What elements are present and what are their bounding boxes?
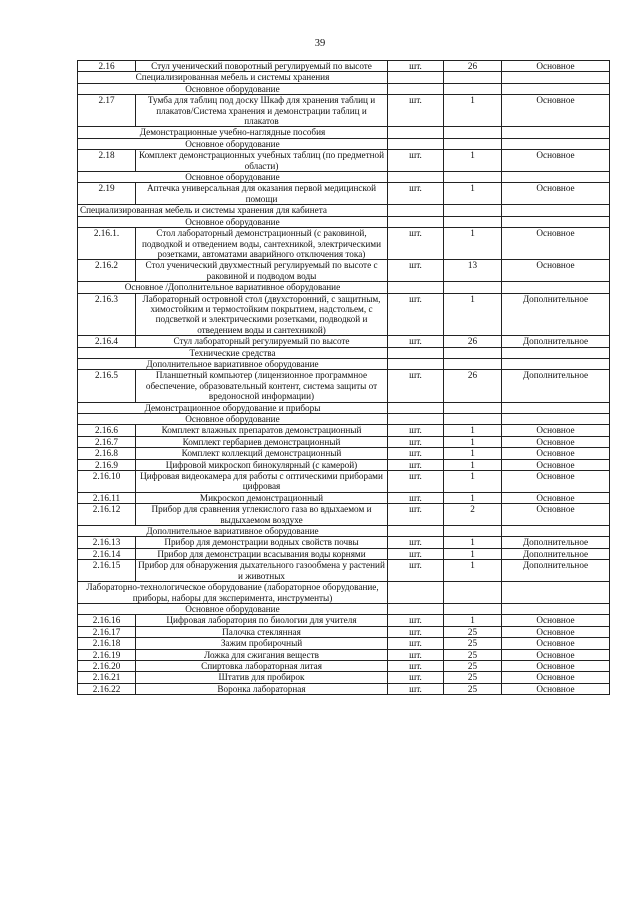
category-cell: Основное — [502, 150, 610, 172]
section-header-row — [78, 358, 610, 369]
item-number-cell: 2.19 — [78, 183, 136, 205]
unit-cell: шт. — [388, 638, 444, 649]
unit-cell: шт. — [388, 61, 444, 72]
table-row — [78, 336, 610, 347]
empty-cell — [502, 347, 610, 358]
equipment-table — [77, 60, 610, 695]
item-number-cell: 2.16.10 — [78, 471, 136, 493]
empty-cell — [502, 172, 610, 183]
empty-cell — [388, 603, 444, 614]
empty-cell — [388, 582, 444, 604]
item-name-cell: Тумба для таблиц под доску Шкаф для хранения таблиц и плакатов/Система хранения и демонстрации таблиц и плакатов — [136, 95, 388, 127]
unit-cell: шт. — [388, 548, 444, 559]
item-name-cell: Стул ученический поворотный регулируемый по высоте — [136, 61, 388, 72]
category-cell: Дополнительное — [502, 537, 610, 548]
item-name-cell: Комплект гербариев демонстрационный — [136, 436, 388, 447]
quantity-cell: 1 — [444, 425, 502, 436]
unit-cell: шт. — [388, 150, 444, 172]
item-number-cell: 2.16.5 — [78, 370, 136, 402]
section-header-cell: Специализированная мебель и системы хранения — [78, 72, 388, 83]
item-number-cell: 2.18 — [78, 150, 136, 172]
item-name-cell: Зажим пробирочный — [136, 638, 388, 649]
item-number-cell: 2.16.13 — [78, 537, 136, 548]
category-cell: Дополнительное — [502, 293, 610, 336]
section-header-cell: Демонстрационное оборудование и приборы — [78, 402, 388, 413]
quantity-cell: 1 — [444, 537, 502, 548]
unit-cell: шт. — [388, 492, 444, 503]
item-number-cell: 2.16.7 — [78, 436, 136, 447]
table-row — [78, 548, 610, 559]
unit-cell: шт. — [388, 260, 444, 282]
empty-cell — [388, 172, 444, 183]
table-row — [78, 471, 610, 493]
table-row — [78, 228, 610, 260]
empty-cell — [444, 138, 502, 149]
category-cell: Основное — [502, 260, 610, 282]
item-name-cell: Стол ученический двухместный регулируемый по высоте с раковиной и подводом воды — [136, 260, 388, 282]
item-name-cell: Стул лабораторный регулируемый по высоте — [136, 336, 388, 347]
empty-cell — [388, 83, 444, 94]
category-cell: Основное — [502, 471, 610, 493]
empty-cell — [502, 216, 610, 227]
table-row — [78, 448, 610, 459]
category-cell: Дополнительное — [502, 336, 610, 347]
table-row — [78, 492, 610, 503]
quantity-cell: 25 — [444, 638, 502, 649]
table-row — [78, 436, 610, 447]
section-header-cell: Специализированная мебель и системы хранения для кабинета — [78, 205, 388, 216]
unit-cell: шт. — [388, 626, 444, 637]
quantity-cell: 1 — [444, 228, 502, 260]
category-cell: Основное — [502, 61, 610, 72]
quantity-cell: 25 — [444, 672, 502, 683]
table-row — [78, 683, 610, 694]
category-cell: Основное — [502, 660, 610, 671]
unit-cell: шт. — [388, 228, 444, 260]
item-number-cell: 2.16 — [78, 61, 136, 72]
unit-cell: шт. — [388, 615, 444, 626]
item-name-cell: Цифровая видеокамера для работы с оптическими приборами цифровая — [136, 471, 388, 493]
item-name-cell: Прибор для демонстрации водных свойств почвы — [136, 537, 388, 548]
section-header-row — [78, 347, 610, 358]
section-header-cell: Дополнительное вариативное оборудование — [78, 358, 388, 369]
empty-cell — [444, 216, 502, 227]
empty-cell — [388, 72, 444, 83]
quantity-cell: 1 — [444, 436, 502, 447]
table-row — [78, 370, 610, 402]
table-row — [78, 425, 610, 436]
section-header-row — [78, 603, 610, 614]
section-header-cell: Дополнительное вариативное оборудование — [78, 526, 388, 537]
item-name-cell: Прибор для обнаружения дыхательного газообмена у растений и животных — [136, 560, 388, 582]
unit-cell: шт. — [388, 436, 444, 447]
item-number-cell: 2.16.11 — [78, 492, 136, 503]
table-row — [78, 183, 610, 205]
item-name-cell: Штатив для пробирок — [136, 672, 388, 683]
empty-cell — [502, 138, 610, 149]
table-row — [78, 615, 610, 626]
item-number-cell: 2.16.16 — [78, 615, 136, 626]
item-name-cell: Прибор для сравнения углекислого газа во вдыхаемом и выдыхаемом воздухе — [136, 504, 388, 526]
table-row — [78, 660, 610, 671]
unit-cell: шт. — [388, 537, 444, 548]
category-cell: Основное — [502, 425, 610, 436]
empty-cell — [444, 402, 502, 413]
quantity-cell: 25 — [444, 649, 502, 660]
table-row — [78, 626, 610, 637]
section-header-row — [78, 282, 610, 293]
empty-cell — [444, 282, 502, 293]
table-row — [78, 61, 610, 72]
empty-cell — [502, 127, 610, 138]
quantity-cell: 1 — [444, 560, 502, 582]
empty-cell — [502, 205, 610, 216]
quantity-cell: 25 — [444, 626, 502, 637]
unit-cell: шт. — [388, 672, 444, 683]
item-name-cell: Планшетный компьютер (лицензионное программное обеспечение, образовательный контент, система защиты от вредоносной информации) — [136, 370, 388, 402]
section-header-row — [78, 138, 610, 149]
category-cell: Основное — [502, 626, 610, 637]
empty-cell — [388, 138, 444, 149]
item-number-cell: 2.16.3 — [78, 293, 136, 336]
item-number-cell: 2.16.1. — [78, 228, 136, 260]
section-header-row — [78, 216, 610, 227]
section-header-row — [78, 127, 610, 138]
category-cell: Дополнительное — [502, 548, 610, 559]
unit-cell: шт. — [388, 459, 444, 470]
category-cell: Дополнительное — [502, 370, 610, 402]
unit-cell: шт. — [388, 448, 444, 459]
empty-cell — [502, 526, 610, 537]
section-header-cell: Демонстрационные учебно-наглядные пособия — [78, 127, 388, 138]
table-row — [78, 672, 610, 683]
unit-cell: шт. — [388, 95, 444, 127]
unit-cell: шт. — [388, 660, 444, 671]
unit-cell: шт. — [388, 336, 444, 347]
empty-cell — [444, 414, 502, 425]
item-number-cell: 2.16.6 — [78, 425, 136, 436]
item-number-cell: 2.16.21 — [78, 672, 136, 683]
category-cell: Основное — [502, 95, 610, 127]
item-number-cell: 2.16.19 — [78, 649, 136, 660]
item-name-cell: Комплект демонстрационных учебных таблиц (по предметной области) — [136, 150, 388, 172]
item-name-cell: Аптечка универсальная для оказания первой медицинской помощи — [136, 183, 388, 205]
quantity-cell: 26 — [444, 61, 502, 72]
category-cell: Основное — [502, 615, 610, 626]
item-number-cell: 2.16.12 — [78, 504, 136, 526]
category-cell: Дополнительное — [502, 560, 610, 582]
quantity-cell: 1 — [444, 293, 502, 336]
empty-cell — [444, 172, 502, 183]
item-name-cell: Лабораторный островной стол (двухсторонний, с защитным, химостойким и термостойким покрытием, надстольем, с подсветкой и электрическими розетками, подводкой и отведением воды и сантехникой) — [136, 293, 388, 336]
category-cell: Основное — [502, 638, 610, 649]
unit-cell: шт. — [388, 560, 444, 582]
quantity-cell: 1 — [444, 95, 502, 127]
empty-cell — [444, 526, 502, 537]
empty-cell — [502, 358, 610, 369]
item-number-cell: 2.17 — [78, 95, 136, 127]
empty-cell — [444, 347, 502, 358]
empty-cell — [444, 72, 502, 83]
quantity-cell: 1 — [444, 183, 502, 205]
quantity-cell: 1 — [444, 471, 502, 493]
table-row — [78, 260, 610, 282]
section-header-cell: Основное оборудование — [78, 172, 388, 183]
empty-cell — [388, 358, 444, 369]
item-name-cell: Ложка для сжигания веществ — [136, 649, 388, 660]
item-number-cell: 2.16.22 — [78, 683, 136, 694]
empty-cell — [444, 83, 502, 94]
unit-cell: шт. — [388, 504, 444, 526]
section-header-row — [78, 205, 610, 216]
unit-cell: шт. — [388, 183, 444, 205]
item-number-cell: 2.16.9 — [78, 459, 136, 470]
quantity-cell: 1 — [444, 448, 502, 459]
quantity-cell: 26 — [444, 370, 502, 402]
item-name-cell: Воронка лабораторная — [136, 683, 388, 694]
item-name-cell: Стол лабораторный демонстрационный (с раковиной, подводкой и отведением воды, сантехникой, электрическими розетками, автоматами аварийного отключения тока) — [136, 228, 388, 260]
section-header-row — [78, 526, 610, 537]
category-cell: Основное — [502, 448, 610, 459]
empty-cell — [444, 603, 502, 614]
table-row — [78, 293, 610, 336]
section-header-cell: Лабораторно-технологическое оборудование (лабораторное оборудование, приборы, наборы для эксперимента, инструменты) — [78, 582, 388, 604]
item-number-cell: 2.16.4 — [78, 336, 136, 347]
empty-cell — [388, 402, 444, 413]
category-cell: Основное — [502, 492, 610, 503]
empty-cell — [502, 582, 610, 604]
section-header-row — [78, 414, 610, 425]
category-cell: Основное — [502, 504, 610, 526]
category-cell: Основное — [502, 459, 610, 470]
quantity-cell: 1 — [444, 548, 502, 559]
item-number-cell: 2.16.8 — [78, 448, 136, 459]
section-header-cell: Основное оборудование — [78, 83, 388, 94]
unit-cell: шт. — [388, 293, 444, 336]
quantity-cell: 1 — [444, 615, 502, 626]
section-header-row — [78, 582, 610, 604]
item-number-cell: 2.16.17 — [78, 626, 136, 637]
section-header-row — [78, 402, 610, 413]
item-number-cell: 2.16.20 — [78, 660, 136, 671]
empty-cell — [502, 282, 610, 293]
table-row — [78, 459, 610, 470]
empty-cell — [388, 216, 444, 227]
table-row — [78, 504, 610, 526]
unit-cell: шт. — [388, 471, 444, 493]
table-body — [78, 61, 610, 695]
unit-cell: шт. — [388, 649, 444, 660]
empty-cell — [388, 205, 444, 216]
item-name-cell: Комплект влажных препаратов демонстрационный — [136, 425, 388, 436]
category-cell: Основное — [502, 183, 610, 205]
item-name-cell: Спиртовка лабораторная литая — [136, 660, 388, 671]
quantity-cell: 1 — [444, 150, 502, 172]
unit-cell: шт. — [388, 683, 444, 694]
empty-cell — [444, 205, 502, 216]
empty-cell — [388, 414, 444, 425]
item-number-cell: 2.16.15 — [78, 560, 136, 582]
empty-cell — [388, 282, 444, 293]
table-row — [78, 95, 610, 127]
section-header-cell: Основное оборудование — [78, 138, 388, 149]
table-row — [78, 150, 610, 172]
table-row — [78, 638, 610, 649]
table-row — [78, 560, 610, 582]
item-name-cell: Цифровая лаборатория по биологии для учителя — [136, 615, 388, 626]
item-number-cell: 2.16.2 — [78, 260, 136, 282]
empty-cell — [444, 127, 502, 138]
empty-cell — [444, 582, 502, 604]
unit-cell: шт. — [388, 425, 444, 436]
empty-cell — [388, 127, 444, 138]
section-header-cell: Основное оборудование — [78, 414, 388, 425]
quantity-cell: 13 — [444, 260, 502, 282]
empty-cell — [388, 526, 444, 537]
quantity-cell: 25 — [444, 683, 502, 694]
section-header-cell: Основное оборудование — [78, 216, 388, 227]
item-number-cell: 2.16.18 — [78, 638, 136, 649]
category-cell: Основное — [502, 672, 610, 683]
category-cell: Основное — [502, 683, 610, 694]
table-row — [78, 649, 610, 660]
table-row — [78, 537, 610, 548]
item-name-cell: Палочка стеклянная — [136, 626, 388, 637]
item-name-cell: Микроскоп демонстрационный — [136, 492, 388, 503]
item-name-cell: Комплект коллекций демонстрационный — [136, 448, 388, 459]
unit-cell: шт. — [388, 370, 444, 402]
quantity-cell: 1 — [444, 459, 502, 470]
empty-cell — [444, 358, 502, 369]
section-header-cell: Основное оборудование — [78, 603, 388, 614]
quantity-cell: 25 — [444, 660, 502, 671]
section-header-cell: Технические средства — [78, 347, 388, 358]
empty-cell — [502, 603, 610, 614]
category-cell: Основное — [502, 228, 610, 260]
item-name-cell: Прибор для демонстрации всасывания воды корнями — [136, 548, 388, 559]
category-cell: Основное — [502, 436, 610, 447]
item-name-cell: Цифровой микроскоп бинокулярный (с камерой) — [136, 459, 388, 470]
empty-cell — [502, 414, 610, 425]
empty-cell — [502, 72, 610, 83]
empty-cell — [388, 347, 444, 358]
empty-cell — [502, 402, 610, 413]
empty-cell — [502, 83, 610, 94]
section-header-row — [78, 72, 610, 83]
page-number: 39 — [314, 38, 326, 49]
section-header-row — [78, 83, 610, 94]
section-header-cell: Основное /Дополнительное вариативное оборудование — [78, 282, 388, 293]
item-number-cell: 2.16.14 — [78, 548, 136, 559]
quantity-cell: 2 — [444, 504, 502, 526]
category-cell: Основное — [502, 649, 610, 660]
quantity-cell: 26 — [444, 336, 502, 347]
quantity-cell: 1 — [444, 492, 502, 503]
section-header-row — [78, 172, 610, 183]
